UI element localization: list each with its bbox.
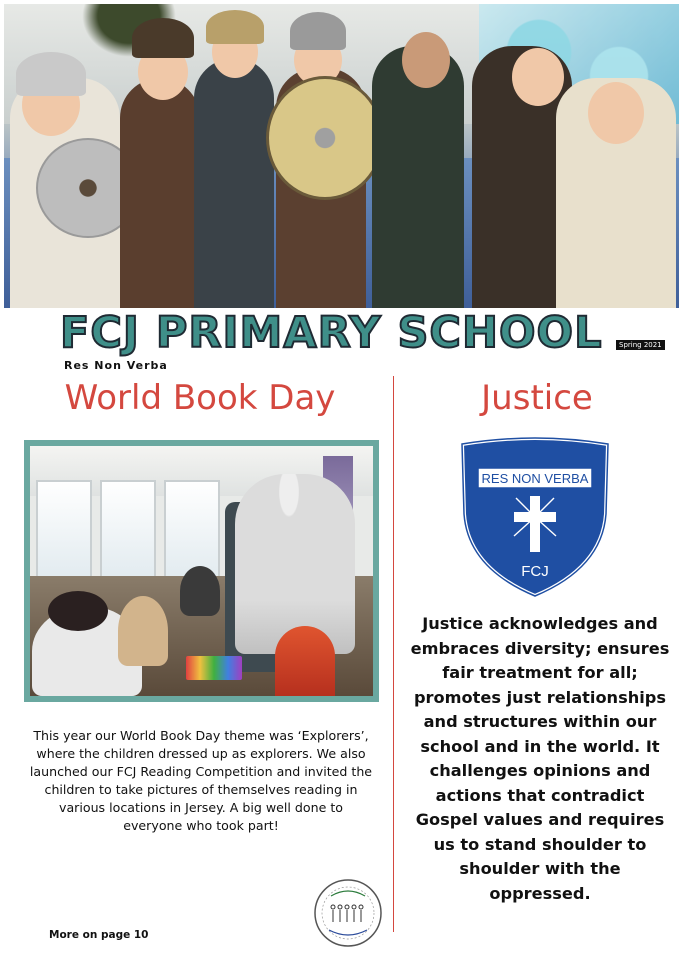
masthead-motto: Res Non Verba — [64, 359, 168, 372]
more-on-page-link: More on page 10 — [49, 929, 149, 941]
child-figure — [194, 58, 274, 308]
world-book-day-text: This year our World Book Day theme was ‘Explorers’, where the children dressed up as explorers. We also launched our FCJ Reading Competition and invited the children to take pictures of themselves reading in various locations in Jersey. A big well done to everyone who took part! — [29, 728, 373, 833]
hero-photo-vikings — [4, 4, 679, 308]
column-divider — [393, 376, 394, 932]
classroom-photo — [24, 440, 379, 702]
crest-banner-text: RES NON VERBA — [481, 471, 589, 486]
child-head — [402, 32, 450, 88]
justice-heading: Justice — [481, 378, 593, 418]
education-stamp-icon — [313, 878, 383, 948]
fcj-crest-icon — [456, 436, 614, 600]
foil-helmet — [16, 52, 86, 96]
edition-badge: Spring 2021 — [616, 340, 665, 350]
child-head — [512, 48, 564, 106]
photo-rocket-flames — [275, 626, 335, 701]
photo-child — [118, 596, 168, 666]
child-figure — [120, 78, 200, 308]
photo-child-hair — [48, 591, 108, 631]
wooden-shield — [266, 76, 384, 200]
child-head — [588, 82, 644, 144]
photo-child — [180, 566, 220, 616]
world-book-day-heading: World Book Day — [64, 378, 336, 418]
photo-window — [36, 480, 92, 590]
horned-helmet — [132, 18, 194, 58]
crest-initials-text: FCJ — [521, 563, 549, 580]
viking-helmet — [290, 12, 346, 50]
justice-text: Justice acknowledges and embraces diversity; ensures fair treatment for all; promotes just relationships and structures within our school and in the world. It challenges opinions and actions that contradict Gospel values and requires us to stand shoulder to shoulder with the oppressed. — [410, 614, 670, 903]
masthead-title: FCJ PRIMARY SCHOOL — [60, 308, 603, 358]
photo-window — [100, 480, 156, 590]
viking-helmet — [206, 10, 264, 44]
photo-colour-chart — [186, 656, 242, 680]
